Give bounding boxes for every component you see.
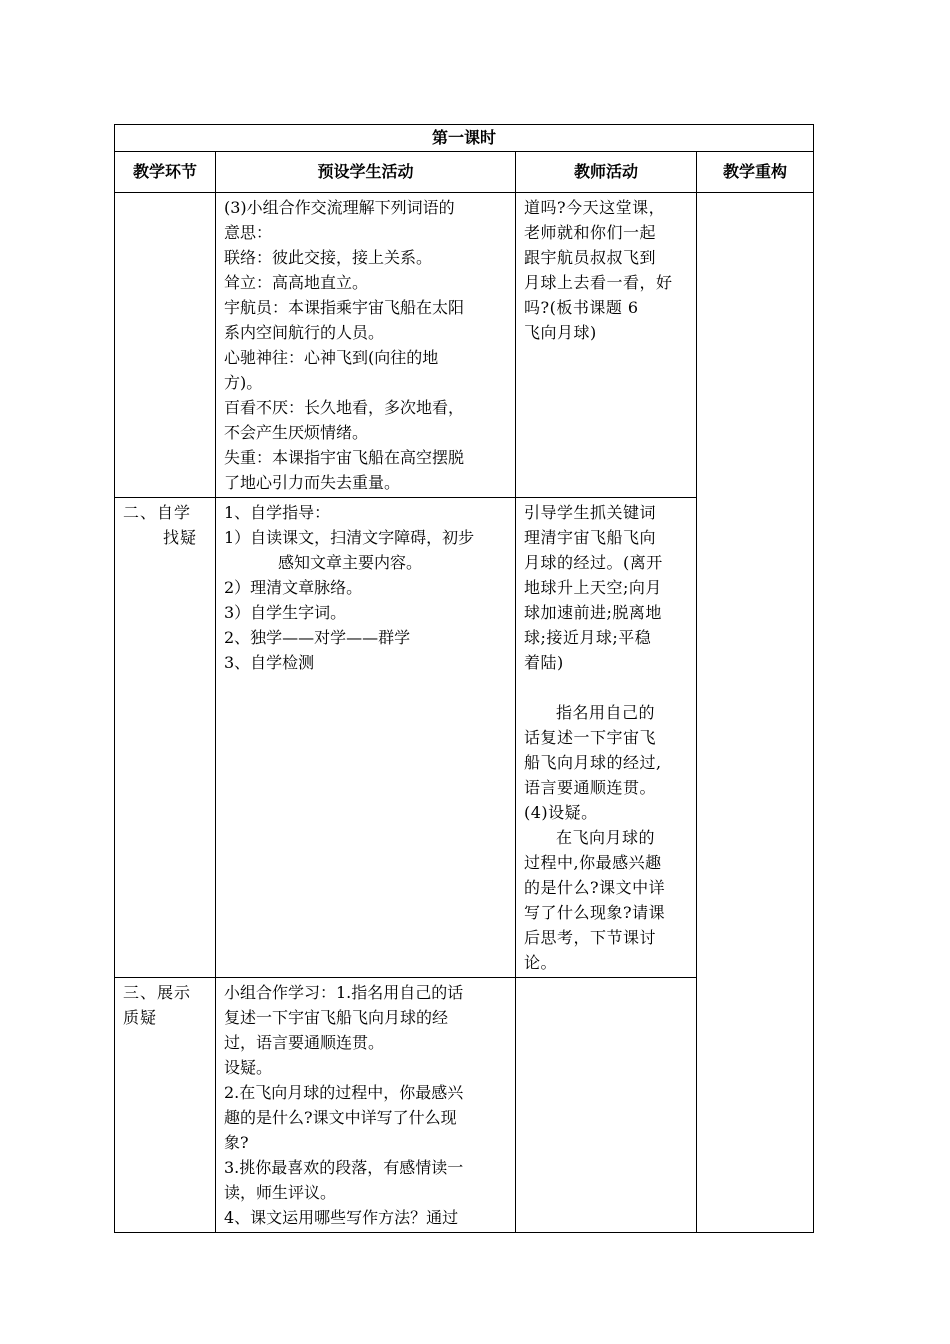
text-line: 3.挑你最喜欢的段落，有感情读一: [224, 1158, 464, 1177]
text-line: 读，师生评议。: [224, 1183, 337, 1202]
table-title: 第一课时: [115, 125, 814, 152]
stage-cell: [115, 498, 216, 978]
text-line: (4)设疑。: [524, 803, 598, 822]
text-line: 感知文章主要内容。: [278, 553, 423, 572]
text-line: 的是什么?课文中详: [524, 878, 666, 897]
teacher-activity-cell: [516, 978, 697, 1233]
stage-cell: [115, 193, 216, 498]
text-line: 4、课文运用哪些写作方法？通过: [224, 1208, 459, 1227]
text-line: 象?: [224, 1133, 249, 1152]
text-line: 宇航员：本课指乘宇宙飞船在太阳: [224, 298, 465, 317]
text-line: 道吗?今天这堂课，: [524, 198, 666, 217]
text-line: 论。: [524, 953, 558, 972]
text-line: 月球上去看一看，好: [524, 273, 673, 292]
text-line: 2）理清文章脉络。: [224, 578, 363, 597]
text-line: 设疑。: [224, 1058, 273, 1077]
teacher-activity-cell: [516, 193, 697, 498]
text-line: 地球升上天空;向月: [524, 578, 662, 597]
text-line: 意思：: [224, 223, 273, 242]
text-line: 理清宇宙飞船飞向: [524, 528, 657, 547]
text-line: 过，语言要通顺连贯。: [224, 1033, 385, 1052]
teacher-activity-cell: [516, 498, 697, 978]
student-activity-cell: [216, 498, 516, 978]
text-line: 复述一下宇宙飞船飞向月球的经: [224, 1008, 449, 1027]
reconstruct-cell: [697, 193, 814, 1233]
header-teacher-activity: 教师活动: [516, 152, 697, 193]
text-line: 2、独学——对学——群学: [224, 628, 411, 647]
student-activity-cell: [216, 193, 516, 498]
text-line: 跟宇航员叔叔飞到: [524, 248, 657, 267]
text-line: 后思考，下节课讨: [524, 928, 657, 947]
text-line: 1、自学指导：: [224, 503, 331, 522]
stage-cell: [115, 978, 216, 1233]
text-line: 引导学生抓关键词: [524, 503, 657, 522]
text-line: 不会产生厌烦情绪。: [224, 423, 369, 442]
text-line: 写了什么现象?请课: [524, 903, 666, 922]
text-line: 系内空间航行的人员。: [224, 323, 385, 342]
text-line: 了地心引力而失去重量。: [224, 473, 401, 492]
text-line: 话复述一下宇宙飞: [524, 728, 657, 747]
text-line: 过程中,你最感兴趣: [524, 853, 662, 872]
text-line: 老师就和你们一起: [524, 223, 657, 242]
text-line: 着陆): [524, 653, 564, 672]
text-line: 趣的是什么?课文中详写了什么现: [224, 1108, 457, 1127]
header-stage: 教学环节: [115, 152, 216, 193]
header-row: [115, 152, 814, 193]
text-line: 心驰神往：心神飞到(向往的地: [224, 348, 439, 367]
text-line: 百看不厌：长久地看，多次地看，: [224, 398, 465, 417]
text-line: 语言要通顺连贯。: [524, 778, 657, 797]
stage-label: 质疑: [123, 1008, 158, 1027]
text-line: 失重：本课指宇宙飞船在高空摆脱: [224, 448, 465, 467]
text-line: 指名用自己的: [556, 703, 656, 722]
stage-label: 二、自学: [123, 503, 192, 522]
text-line: 月球的经过。(离开: [524, 553, 663, 572]
text-line: 小组合作学习：1.指名用自己的话: [224, 983, 464, 1002]
blank-line: [524, 675, 688, 700]
text-line: 3）自学生字词。: [224, 603, 347, 622]
table-row: [115, 193, 814, 498]
text-line: 1）自读课文，扫清文字障碍，初步: [224, 528, 475, 547]
text-line: 球;接近月球;平稳: [524, 628, 652, 647]
header-student-activity: 预设学生活动: [216, 152, 516, 193]
text-line: 方)。: [224, 373, 263, 392]
text-line: 在飞向月球的: [556, 828, 656, 847]
text-line: 2.在飞向月球的过程中，你最感兴: [224, 1083, 464, 1102]
stage-label: 找疑: [163, 528, 198, 547]
header-reconstruct: 教学重构: [697, 152, 814, 193]
text-line: 耸立：高高地直立。: [224, 273, 369, 292]
text-line: 飞向月球): [524, 323, 597, 342]
title-row: [115, 125, 814, 152]
text-line: 吗?(板书课题 6: [524, 298, 639, 317]
text-line: 船飞向月球的经过,: [524, 753, 662, 772]
text-line: 3、自学检测: [224, 653, 315, 672]
student-activity-cell: [216, 978, 516, 1233]
text-line: (3)小组合作交流理解下列词语的: [224, 198, 455, 217]
text-line: 球加速前进;脱离地: [524, 603, 662, 622]
lesson-plan-table: [114, 124, 814, 1233]
stage-label: 三、展示: [123, 983, 192, 1002]
text-line: 联络：彼此交接，接上关系。: [224, 248, 433, 267]
